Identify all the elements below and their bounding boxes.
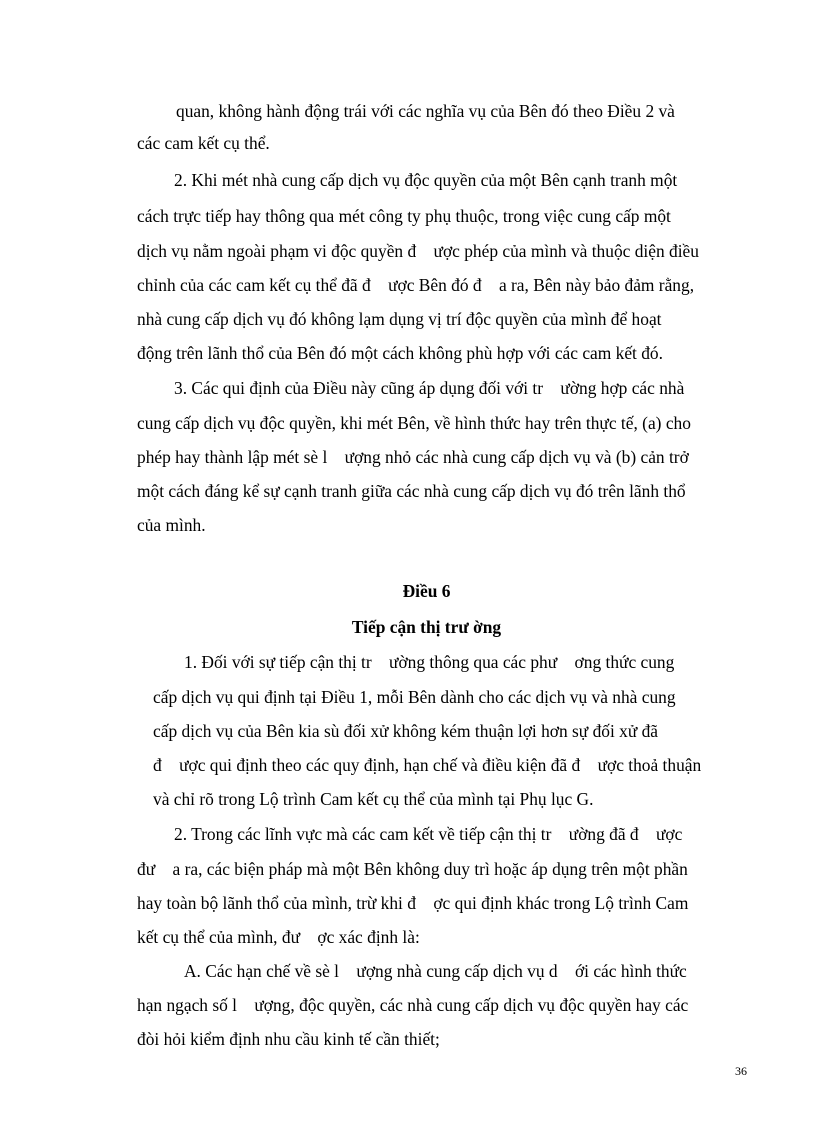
text-line: dịch vụ nằm ngoài phạm vi độc quyền đ ược phép của mình và thuộc diện điều	[137, 241, 699, 261]
text-line: A. Các hạn chế về sè l ượng nhà cung cấp dịch vụ d ới các hình thức	[184, 961, 687, 981]
text-line: chỉnh của các cam kết cụ thể đã đ ược Bên đó đ a ra, Bên này bảo đảm rằng,	[137, 275, 695, 295]
text-line: 2. Khi mét nhà cung cấp dịch vụ độc quyền của một Bên cạnh tranh một	[174, 170, 678, 190]
article-title: Tiếp cận thị trư ờng	[351, 617, 502, 637]
text-line: kết cụ thể của mình, đư ợc xác định là:	[137, 927, 420, 947]
text-line: cung cấp dịch vụ độc quyền, khi mét Bên, về hình thức hay trên thực tế, (a) cho	[137, 413, 691, 433]
text-line: các cam kết cụ thể.	[137, 133, 270, 153]
text-line: hạn ngạch số l ượng, độc quyền, các nhà cung cấp dịch vụ độc quyền hay các	[137, 995, 689, 1015]
text-line: động trên lãnh thổ của Bên đó một cách không phù hợp với các cam kết đó.	[137, 343, 663, 363]
text-line: đư a ra, các biện pháp mà một Bên không duy trì hoặc áp dụng trên một phần	[137, 859, 688, 879]
text-line: cấp dịch vụ qui định tại Điều 1, mỗi Bên dành cho các dịch vụ và nhà cung	[153, 687, 676, 707]
text-line: hay toàn bộ lãnh thổ của mình, trừ khi đ ợc qui định khác trong Lộ trình Cam	[137, 893, 689, 913]
text-line: 3. Các qui định của Điều này cũng áp dụng đối với tr ường hợp các nhà	[174, 378, 685, 398]
text-line: một cách đáng kể sự cạnh tranh giữa các nhà cung cấp dịch vụ đó trên lãnh thổ	[137, 481, 686, 501]
text-line: 1. Đối với sự tiếp cận thị tr ường thông qua các phư ơng thức cung	[184, 652, 675, 672]
text-line: phép hay thành lập mét sè l ượng nhỏ các nhà cung cấp dịch vụ và (b) cản trở	[137, 447, 689, 467]
text-line: 2. Trong các lĩnh vực mà các cam kết về tiếp cận thị tr ường đã đ ược	[174, 824, 683, 844]
text-line: nhà cung cấp dịch vụ đó không lạm dụng vị trí độc quyền của mình để hoạt	[137, 309, 662, 329]
text-line: quan, không hành động trái với các nghĩa vụ của Bên đó theo Điều 2 và	[176, 101, 675, 121]
article-number: Điều 6	[402, 581, 451, 601]
text-line: đòi hỏi kiểm định nhu cầu kinh tế cần thiết;	[137, 1029, 440, 1049]
text-line: đ ược qui định theo các quy định, hạn chế và điều kiện đã đ ược thoả thuận	[153, 755, 702, 775]
text-line: cấp dịch vụ của Bên kia sù đối xử không kém thuận lợi hơn sự đối xử đã	[153, 721, 659, 741]
text-line: cách trực tiếp hay thông qua mét công ty phụ thuộc, trong việc cung cấp một	[137, 206, 671, 226]
text-line: của mình.	[137, 515, 206, 535]
text-line: và chỉ rõ trong Lộ trình Cam kết cụ thể của mình tại Phụ lục G.	[153, 789, 594, 809]
page-number: 36	[735, 1064, 747, 1078]
